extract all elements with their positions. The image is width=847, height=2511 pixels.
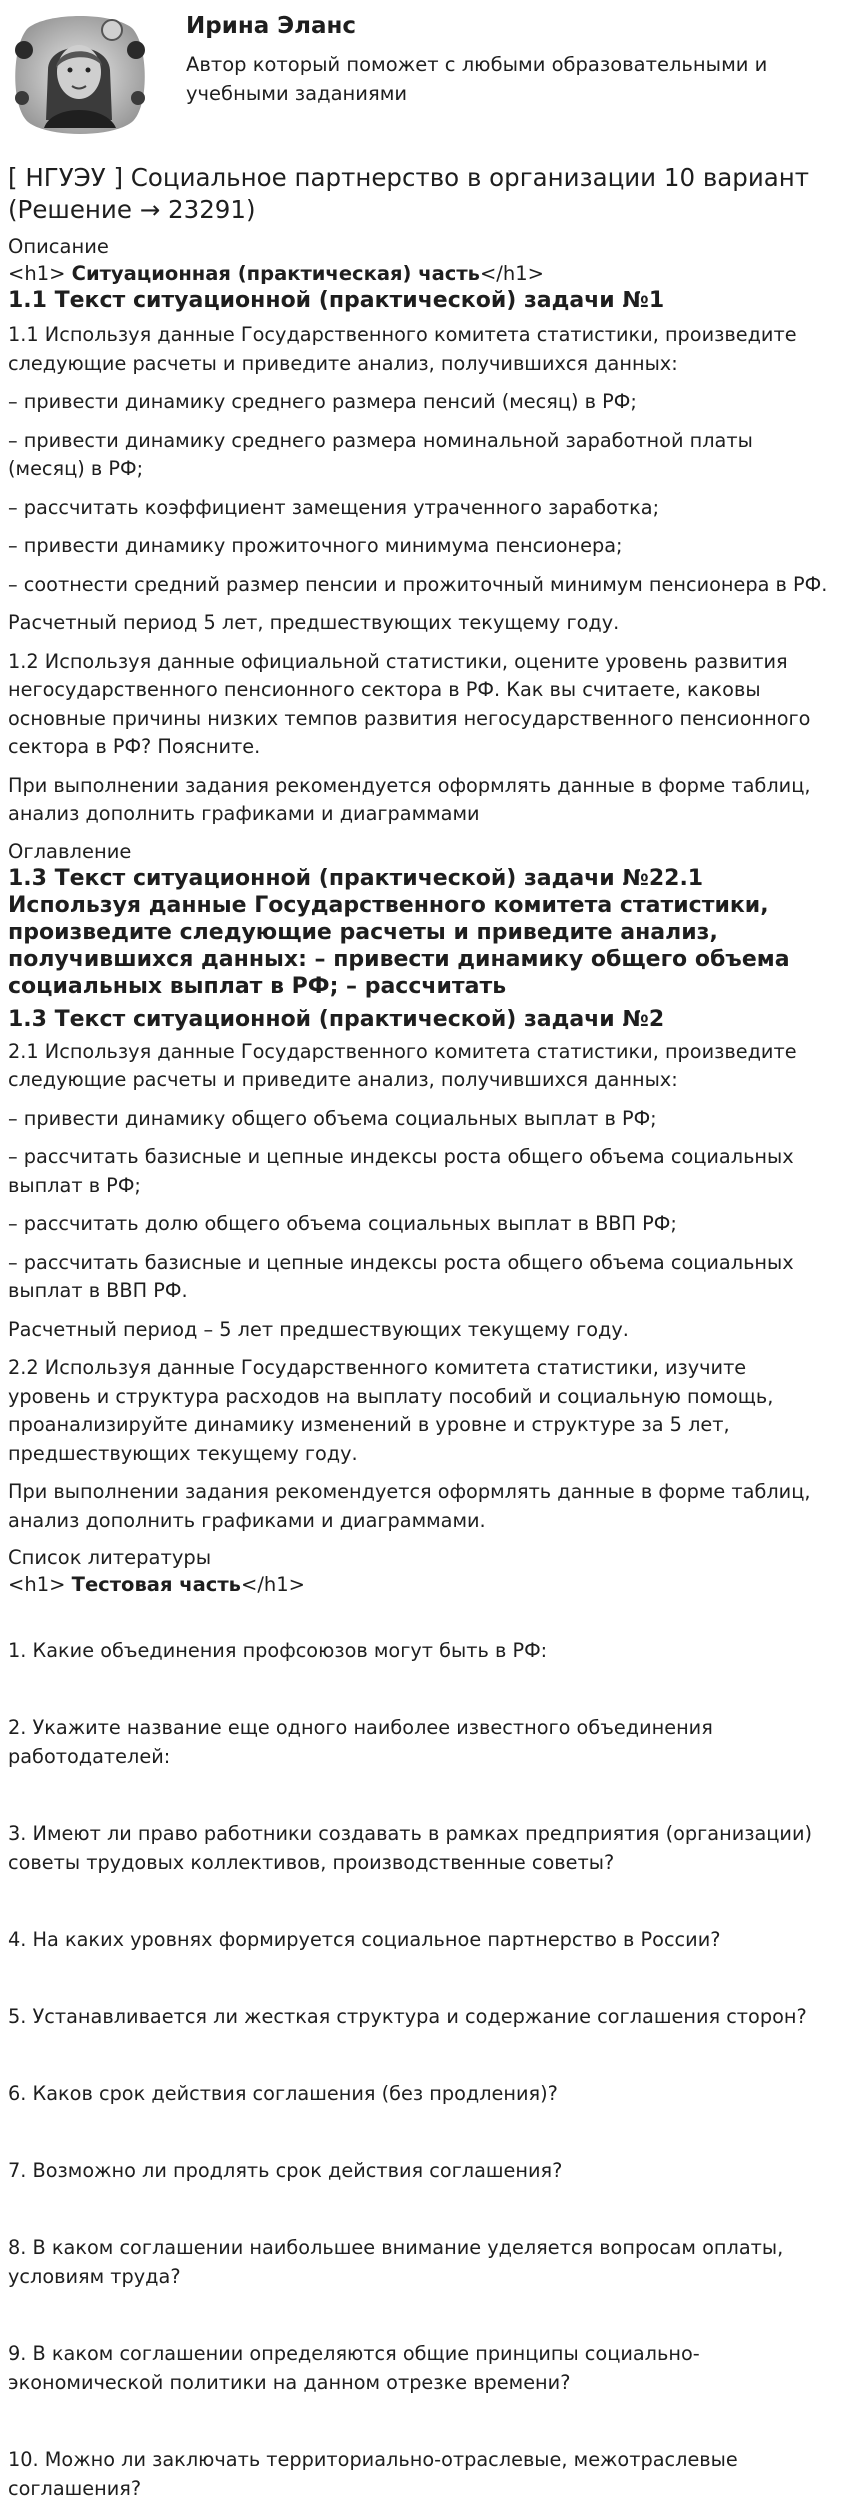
question-item: 9. В каком соглашении определяются общие принципы социально-экономической политики на данном отрезке времени? — [8, 2342, 700, 2394]
paragraph: – привести динамику общего объема социальных выплат в РФ; — [8, 1106, 657, 1130]
h1-close-tag: </h1> — [241, 1573, 306, 1596]
paragraph: – рассчитать базисные и цепные индексы роста общего объема социальных выплат в РФ; — [8, 1145, 794, 1197]
section2-title: Тестовая часть — [71, 1573, 241, 1596]
questions-list — [8, 1598, 830, 2503]
paragraph: Расчетный период – 5 лет предшествующих текущему году. — [8, 1317, 629, 1341]
task2-body — [8, 1038, 830, 1536]
paragraph: – рассчитать коэффициент замещения утраченного заработка; — [8, 495, 660, 519]
author-card — [8, 10, 830, 150]
paragraph: 1.1 Используя данные Государственного комитета статистики, произведите следующие расчеты и приведите анализ, получившихся данных: — [8, 323, 797, 375]
paragraph: – привести динамику прожиточного минимума пенсионера; — [8, 534, 623, 557]
toc-title: 1.3 Текст ситуационной (практической) задачи №22.1 Используя данные Государственного комитета статистики, произведите следующие расчеты и приведите анализ, получившихся данных: – привести динамику общего объема социальных выплат в РФ; – рассчитать — [8, 865, 790, 999]
h1-close-tag: </h1> — [479, 262, 544, 285]
paragraph: При выполнении задания рекомендуется оформлять данные в форме таблиц, анализ дополнить графиками и диаграммами. — [8, 1480, 811, 1532]
paragraph: – рассчитать долю общего объема социальных выплат в ВВП РФ; — [8, 1212, 677, 1235]
section1-title: Ситуационная (практическая) часть — [71, 262, 480, 285]
paragraph: – рассчитать базисные и цепные индексы роста общего объема социальных выплат в ВВП РФ. — [8, 1250, 794, 1302]
paragraph: Расчетный период 5 лет, предшествующих текущему году. — [8, 611, 620, 634]
task1-heading: 1.1 Текст ситуационной (практической) задачи №1 — [8, 288, 665, 313]
paragraph: 1.2 Используя данные официальной статистики, оцените уровень развития негосударственного пенсионного сектора в РФ. Как вы считаете, каковы основные причины низких темпов развития негосударственного пенсионного сектора в РФ? Поясните. — [8, 649, 811, 758]
author-description: Автор который поможет с любыми образовательными и учебными заданиями — [186, 53, 768, 105]
question-item: 10. Можно ли заключать территориально-отраслевые, межотраслевые соглашения? — [8, 2448, 738, 2500]
paragraph: – привести динамику среднего размера номинальной заработной платы (месяц) в РФ; — [8, 428, 753, 480]
author-name[interactable]: Ирина Эланс — [186, 13, 357, 39]
author-avatar[interactable] — [8, 10, 152, 140]
question-item: 4. На каких уровнях формируется социальное партнерство в России? — [8, 1928, 721, 1951]
toc-label: Оглавление — [8, 839, 132, 863]
paragraph: При выполнении задания рекомендуется оформлять данные в форме таблиц, анализ дополнить графиками и диаграммами — [8, 773, 811, 825]
section2-heading — [8, 1571, 830, 1598]
task1-body — [8, 321, 830, 829]
h1-open-tag: <h1> — [8, 262, 66, 285]
section1-heading — [8, 260, 830, 287]
question-item: 3. Имеют ли право работники создавать в рамках предприятия (организации) советы трудовых коллективов, производственные советы? — [8, 1822, 813, 1874]
paragraph: 2.2 Используя данные Государственного комитета статистики, изучите уровень и структура расходов на выплату пособий и социальную помощь, проанализируйте динамику изменений в уровне и структуре за 5 лет, предшествующих текущему году. — [8, 1356, 774, 1465]
paragraph: 2.1 Используя данные Государственного комитета статистики, произведите следующие расчеты и приведите анализ, получившихся данных: — [8, 1039, 797, 1091]
question-item: 7. Возможно ли продлять срок действия соглашения? — [8, 2159, 563, 2182]
question-item: 8. В каком соглашении наибольшее внимание уделяется вопросам оплаты, условиям труда? — [8, 2236, 784, 2288]
question-item: 5. Устанавливается ли жесткая структура и содержание соглашения сторон? — [8, 2005, 807, 2028]
question-item: 2. Укажите название еще одного наиболее известного объединения работодателей: — [8, 1716, 713, 1768]
author-info — [186, 10, 830, 108]
task2-heading: 1.3 Текст ситуационной (практической) задачи №2 — [8, 1006, 665, 1032]
paragraph: – привести динамику среднего размера пенсий (месяц) в РФ; — [8, 390, 637, 413]
description-label: Описание — [8, 235, 109, 258]
h1-open-tag: <h1> — [8, 1573, 66, 1596]
paragraph: – соотнести средний размер пенсии и прожиточный минимум пенсионера в РФ. — [8, 572, 828, 596]
avatar-image — [8, 10, 152, 140]
page-title: [ НГУЭУ ] Социальное партнерство в организации 10 вариант (Решение → 23291) — [8, 163, 810, 224]
question-item: 6. Каков срок действия соглашения (без продления)? — [8, 2082, 558, 2105]
question-item: 1. Какие объединения профсоюзов могут быть в РФ: — [8, 1639, 548, 1662]
literature-label: Список литературы — [8, 1546, 212, 1569]
